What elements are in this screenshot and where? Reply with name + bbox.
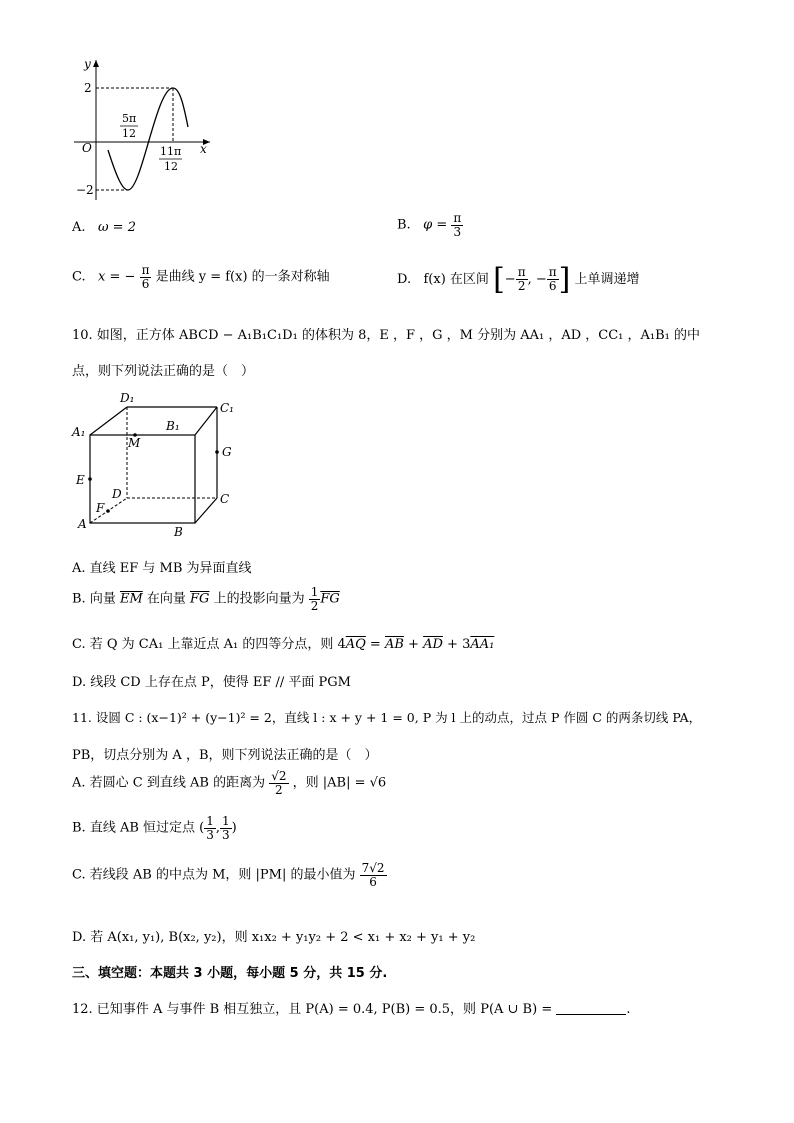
fraction: $\frac{\pi}{2}$ [517,265,526,293]
fraction: $\frac{1}{3}$ [206,814,214,842]
svg-text:A₁: A₁ [72,425,86,439]
q9-option-b: B. φ = $\frac{\pi}{3}$ [397,211,462,239]
x2-numerator: 11π [160,145,182,158]
svg-text:B₁: B₁ [166,419,180,433]
q12-stem: 12. 已知事件 A 与事件 B 相互独立，且 P(A) = 0.4, P(B) = 0.5，则 P(A ∪ B) = . [72,1002,631,1017]
q10-option-b: B. 向量 $\overline{EM}$ 在向量 $\overline{FG}$ 上的投影向量为 $\frac{1}{2}$ $\overline{FG}$ [72,585,340,613]
max-label: 2 [84,81,92,95]
q9-option-c: C. x = − $\frac{\pi}{6}$ 是曲线 y = f(x) 的一条对称轴 [72,263,330,291]
cube-diagram [70,390,240,540]
q10-option-a: A. 直线 EF 与 MB 为异面直线 [72,561,252,576]
q10-stem-line1: 10. 如图，正方体 ABCD − A₁B₁C₁D₁ 的体积为 8，E ，F ，G ，M 分别为 AA₁ ，AD ，CC₁ ，A₁B₁ 的中 [72,328,701,343]
q11-option-b: B. 直线 AB 恒过定点 ( $\frac{1}{3}$ , $\frac{1}{3}$ ) [72,814,237,842]
svg-text:F: F [96,501,105,515]
q11-option-c: C. 若线段 AB 的中点为 M，则 |PM| 的最小值为 $\frac{7√2}{6}$ [72,861,385,889]
q9-option-a: A. ω = 2 [72,220,136,235]
svg-text:C: C [220,492,230,506]
svg-text:A: A [78,517,87,531]
q9-option-d: D. f(x) 在区间 [− $\frac{\pi}{2}$ , − $\frac{\pi}{6}$ ] 上单调递增 [397,262,640,297]
fraction: $\frac{1}{2}$ [310,585,319,613]
origin-label: O [82,141,92,155]
fraction: $\frac{\pi}{3}$ [453,211,462,239]
svg-text:C₁: C₁ [220,401,234,415]
x-axis-label: x [200,142,207,156]
answer-blank[interactable] [556,1002,626,1015]
x1-denominator: 12 [122,127,136,140]
q10-stem-line2: 点，则下列说法正确的是（ ） [72,364,255,379]
fraction: $\frac{1}{3}$ [222,814,230,842]
fraction: $\frac{\pi}{6}$ [141,263,150,291]
fraction: $\frac{\pi}{6}$ [548,265,557,293]
svg-text:M: M [128,436,141,450]
q10-option-c: C. 若 Q 为 CA₁ 上靠近点 A₁ 的四等分点，则 $4\overline{AQ} = \overline{AB} + \overline{AD} + 3AA_1$ [72,637,495,652]
q10-option-d: D. 线段 CD 上存在点 P，使得 EF // 平面 PGM [72,675,351,690]
svg-text:G: G [222,445,232,459]
q11-stem-line1: 11. 设圆 C : (x−1)² + (y−1)² = 2，直线 l : x + y + 1 = 0, P 为 l 上的动点，过点 P 作圆 C 的两条切线 PA， [72,710,702,725]
x2-denominator: 12 [164,160,178,173]
svg-text:D: D [112,487,122,501]
fraction: $\frac{√2}{2}$ [271,769,287,797]
sine-curve [108,88,188,190]
q11-option-d: D. 若 A(x₁, y₁), B(x₂, y₂)，则 x₁x₂ + y₁y₂ + 2 < x₁ + x₂ + y₁ + y₂ [72,930,476,945]
section-heading: 三、填空题：本题共 3 小题，每小题 5 分，共 15 分. [72,966,388,981]
fraction: $\frac{7√2}{6}$ [361,861,385,889]
sine-graph [60,55,220,205]
svg-text:D₁: D₁ [120,391,135,405]
y-axis-label: y [84,57,91,71]
svg-text:B: B [174,525,183,539]
min-label: −2 [76,183,94,197]
q11-option-a: A. 若圆心 C 到直线 AB 的距离为 $\frac{√2}{2}$ ，则 |AB| = √6 [72,769,387,797]
x1-numerator: 5π [122,112,137,125]
q11-stem-line2: PB，切点分别为 A ，B，则下列说法正确的是（ ） [72,748,378,763]
svg-text:E: E [76,473,85,487]
